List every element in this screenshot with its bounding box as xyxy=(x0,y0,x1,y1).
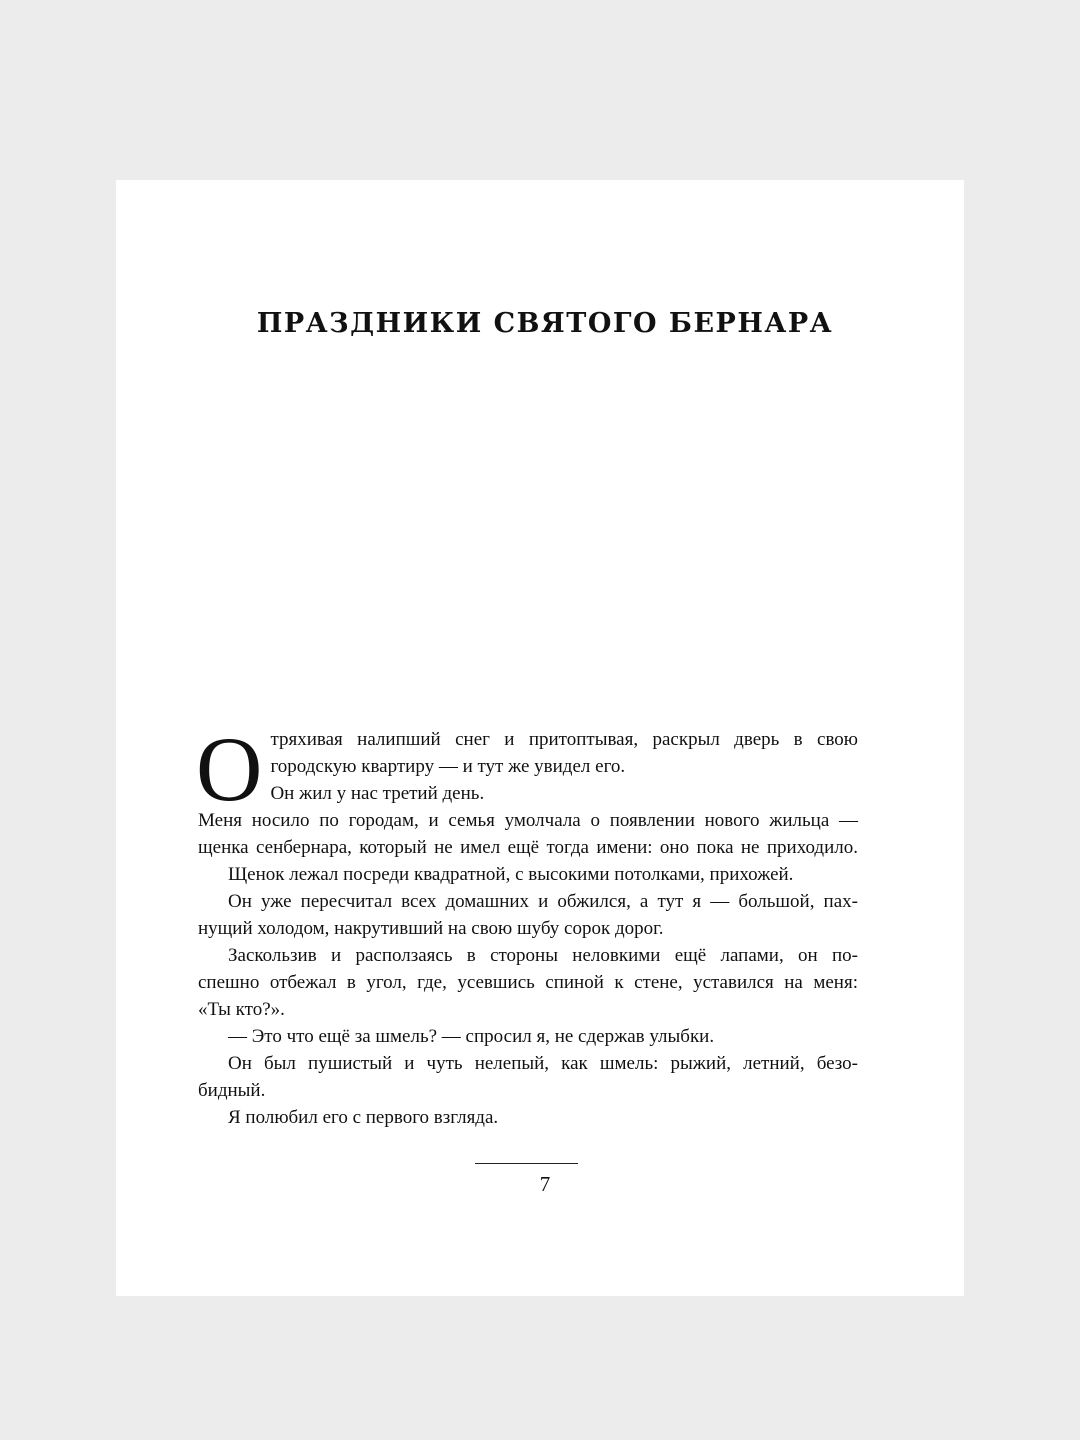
body-text xyxy=(196,718,858,1131)
text-line: спешно отбежал в угол, где, усевшись спиной к стене, уставился на меня: xyxy=(198,972,858,993)
text-line: городскую квартиру — и тут же увидел его. xyxy=(270,756,626,777)
text-line: — Это что ещё за шмель? — спросил я, не сдержав улыбки. xyxy=(228,1026,715,1047)
text-line: Я полюбил его с первого взгляда. xyxy=(228,1107,499,1128)
text-line: Заскользив и расползаясь в стороны неловкими ещё лапами, он по- xyxy=(228,945,858,966)
text-line: Он был пушистый и чуть нелепый, как шмель: рыжий, летний, безо- xyxy=(228,1053,858,1074)
text-line: «Ты кто?». xyxy=(198,999,285,1020)
footer-rule xyxy=(475,1163,578,1164)
text-line: Он уже пересчитал всех домашних и обжился, а тут я — большой, пах- xyxy=(228,891,858,912)
text-line: тряхивая налипший снег и притоптывая, раскрыл дверь в свою xyxy=(270,729,858,750)
drop-cap: О xyxy=(196,718,263,820)
text-line: щенка сенбернара, который не имел ещё тогда имени: оно пока не приходило. xyxy=(198,837,858,858)
text-line: Меня носило по городам, и семья умолчала о появлении нового жильца — xyxy=(198,810,858,831)
text-line: Щенок лежал посреди квадратной, с высокими потолками, прихожей. xyxy=(228,864,794,885)
text-line: нущий холодом, накрутивший на свою шубу сорок дорог. xyxy=(198,918,664,939)
text-line: бидный. xyxy=(198,1080,266,1101)
book-page xyxy=(116,180,964,1296)
text-line: Он жил у нас третий день. xyxy=(270,783,485,804)
page-number: 7 xyxy=(539,1172,551,1196)
chapter-title: ПРАЗДНИКИ СВЯТОГО БЕРНАРА xyxy=(256,308,834,339)
